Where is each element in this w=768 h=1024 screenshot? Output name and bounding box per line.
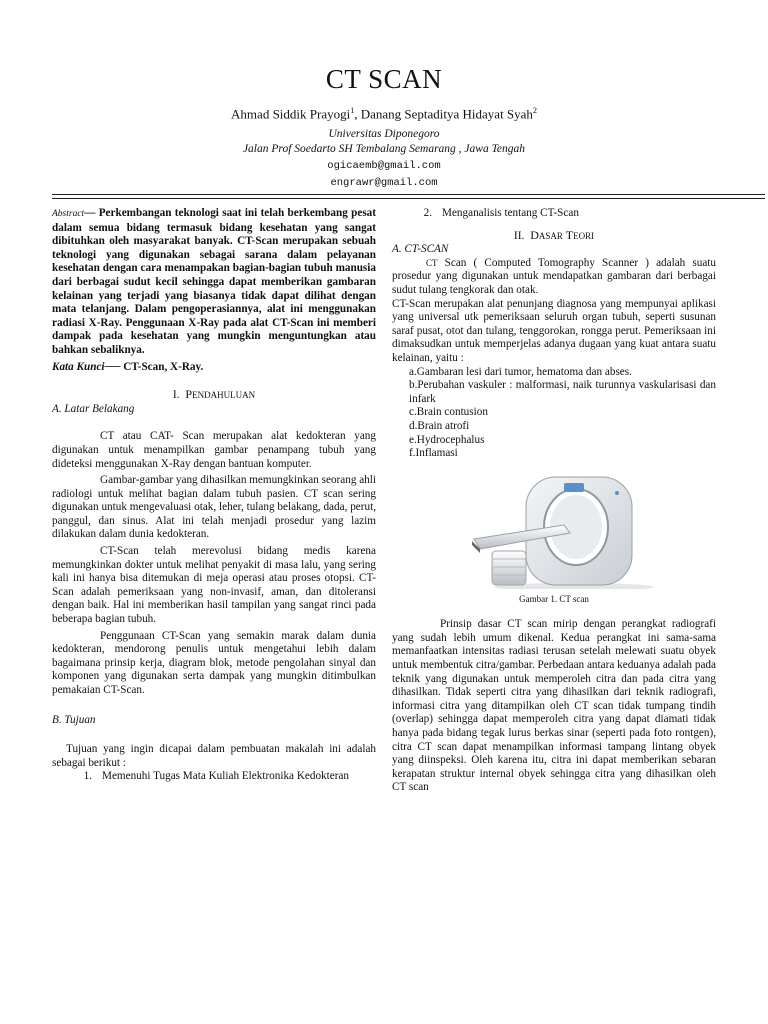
list-item: e.Hydrocephalus — [409, 433, 485, 446]
abnormality-list — [392, 366, 716, 461]
section-rest: ASAR — [538, 230, 563, 241]
address: Jalan Prof Soedarto SH Tembalang Semarang , Jawa Tengah — [242, 143, 526, 155]
section-first-letter: P — [185, 387, 193, 402]
ct-smallcaps: CT — [426, 257, 438, 268]
section-rest: ENDAHULUAN — [192, 390, 256, 401]
university: Universitas Diponegoro — [328, 128, 440, 140]
author-1: Ahmad Siddik Prayogi — [231, 106, 351, 122]
paragraph: Prinsip dasar CT scan mirip dengan perangkat radiografi yang sudah lebih umum dikenal. Kedua perangkat ini sama-sama memanfaatkan intensitas radiasi terusan setelah melewati suatu obyek untuk membentuk citra/gambar. Perbedaan antara keduanya adalah pada teknik yang digunakan untuk memperoleh citra dan pada citra yang dihasilkan. Tidak seperti citra yang dihasilkan dari teknik radiografi, informasi citra yang ditampilkan oleh CT scan tidak tumpang tindih (overlap) sehingga dapat memperoleh citra yang dapat diamati tidak hanya pada bidang tegak lurus berkas sinar (seperti pada foto rontgen), citra CT scan dapat menampilkan informasi tampang lintang obyek yang diinspeksi. Oleh karena itu, citra ini dapat memberikan sebaran kerapatan struktur internal obyek sehingga citra yang dihasilkan oleh CT scan — [392, 618, 716, 794]
paragraph: Penggunaan CT-Scan yang semakin marak dalam dunia kedokteran, mendorong penulis untuk mengetahui lebih dalam bagaimana prinsip kerja, diagram blok, metode pengolahan sinyal dan komponen yang digunakan serta dampak yang mungkin ditimbulkan pemakaian CT-Scan. — [52, 629, 376, 696]
abstract — [52, 207, 376, 358]
list-item: d.Brain atrofi — [409, 419, 470, 432]
list-item: b.Perubahan vaskuler : malformasi, naik turunnya vaskularisasi dan infark — [409, 379, 716, 405]
list-item: f.Inflamasi — [409, 447, 458, 460]
paragraph — [392, 257, 716, 298]
ct-scanner-illustration — [454, 469, 654, 589]
author-separator: , — [354, 106, 361, 122]
paragraph: CT atau CAT- Scan merupakan alat kedokteran yang digunakan untuk menampilkan gambar penampang tubuh yang dideteksi menggunakan X-Ray dengan bantuan komputer. — [52, 430, 376, 470]
subsection-tujuan: B. Tujuan — [52, 713, 96, 726]
email-1[interactable]: ogicaemb@gmail.com — [327, 160, 441, 172]
subsection-ct-scan: A. CT-SCAN — [392, 243, 449, 256]
section-first-letter: T — [565, 227, 574, 242]
subsection-latar-belakang: A. Latar Belakang — [52, 402, 135, 415]
keywords-text: CT-Scan, X-Ray. — [123, 360, 204, 373]
author-1-affil: 1 — [350, 106, 355, 115]
list-text: Menganalisis tentang CT-Scan — [442, 207, 579, 219]
paper-title: CT SCAN — [325, 64, 443, 94]
figure-caption: Gambar 1. CT scan — [519, 593, 589, 604]
keywords-label: Kata Kunci — [52, 360, 105, 373]
header-rule-bottom — [52, 198, 765, 199]
list-item — [392, 207, 716, 221]
paragraph-text: Scan ( Computed Tomography Scanner ) adalah suatu prosedur yang digunakan untuk mendapatkan gambaran dari berbagai sudut tulang tengkorak dan otak. — [392, 256, 716, 296]
keywords-dash: ── — [104, 360, 124, 373]
list-item: c.Brain contusion — [409, 406, 488, 419]
paragraph: CT-Scan merupakan alat penunjang diagnosa yang mempunyai aplikasi yang universal utk pemeriksaan seluruh organ tubuh, seperti susunan saraf pusat, otot dan tulang, tenggorokan, rongga perut. Pemeriksaan ini dimaksudkan untuk memperjelas adanya dugaan yang kuat antara suatu kelainan, yaitu : — [392, 297, 716, 364]
right-column — [392, 207, 716, 795]
author-line — [0, 106, 768, 122]
author-2: Danang Septaditya Hidayat Syah — [360, 106, 533, 122]
list-text: Memenuhi Tugas Mata Kuliah Elektronika Kedokteran — [102, 770, 350, 783]
list-item — [52, 770, 376, 784]
abstract-label: Abstract — [52, 209, 85, 219]
section-number: II. — [513, 229, 525, 242]
keywords — [52, 361, 376, 375]
header-rule-top — [52, 194, 765, 195]
ct-scanner-figure — [454, 469, 654, 589]
section-rest: EORI — [573, 230, 595, 241]
abstract-dash: — — [84, 207, 99, 219]
author-2-affil: 2 — [532, 106, 537, 115]
paragraph: Tujuan yang ingin dicapai dalam pembuatan makalah ini adalah sebagai berikut : — [52, 743, 376, 769]
section-heading-1 — [52, 388, 376, 403]
list-item: a.Gambaran lesi dari tumor, hematoma dan abses. — [409, 365, 632, 378]
left-column — [52, 207, 376, 784]
list-number: 1. — [83, 770, 92, 783]
abstract-text: Perkembangan teknologi saat ini telah berkembang pesat dalam semua bidang termasuk bidang kesehatan yang sangat dibituhkan oleh masyarakat banyak. CT-Scan merupakan sebuah teknologi yang digunakan sebagai sarana dalam pelayanan kesehatan dengan cara menampakan bagian-bagian tubuh manusia dari berbagai sudut kecil sehingga dapat memberikan gambaran kelainan yang terjadi yang biasanya tidak dapat dilihat dengan mata telanjang. Dalam pengoperasiannya, alat ini menggunakan radiasi X-Ray. Penggunaan X-Ray pada alat CT-Scan ini memberi dampak pada kesehatan yang mungkin menguntungkan atau bahkan sebaliknya. — [52, 207, 376, 356]
section-first-letter: D — [530, 227, 539, 242]
section-heading-2 — [392, 229, 716, 244]
section-number: I. — [172, 389, 180, 402]
list-number: 2. — [423, 207, 432, 219]
paragraph: Gambar-gambar yang dihasilkan memungkinkan seorang ahli radiologi untuk melihat bagian dalam tubuh pasien. CT scan sering digunakan untuk mengevaluasi otak, leher, tulang belakang, dada, perut, panggul, dan sinus. Alat ini telah menjadi prosedur yang lazim dilakukan dalam dunia kedokteran. — [52, 474, 376, 541]
paragraph: CT-Scan telah merevolusi bidang medis karena memungkinkan dokter untuk melihat penyakit di masa lalu, yang sering kali ini hanya bisa ditemukan di meja operasi atau proses otopsi. CT-Scan adalah pemeriksaan yang non-invasif, aman, dan ditoleransi dengan baik. Hal ini memberikan hasil tampilan yang sangat rinci pada beberapa bagian tubuh. — [52, 545, 376, 626]
email-2[interactable]: engrawr@gmail.com — [330, 177, 438, 189]
